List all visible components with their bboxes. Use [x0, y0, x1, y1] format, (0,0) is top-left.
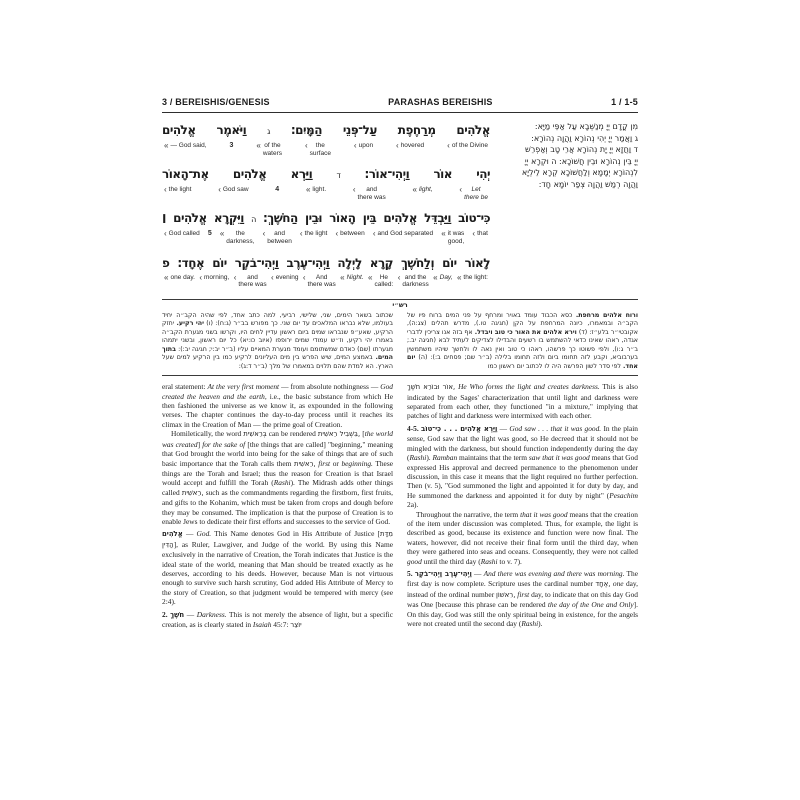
- chevron-marker-icon: ‹: [372, 229, 376, 239]
- interlinear-segment: [234, 274, 267, 289]
- chevron-marker-icon: ‹: [396, 141, 399, 150]
- text-run: לפי סדר לשון הפרשה היה לו לכתוב יום ראשון כמו: [487, 362, 623, 370]
- interlinear-segment: [303, 274, 336, 289]
- hebrew-text-4: [162, 254, 490, 273]
- text-run: באמצע המים, שיש הפרש בין מים העליונים לרקיע כמו בין הרקיע למים שעל הארץ. הא למדת שהם תלוים במאמרו של מלך (ב״ר ד:ג):: [162, 354, 393, 370]
- interlinear-segment: [340, 274, 363, 282]
- interlinear-segment: [263, 230, 292, 245]
- interlinear-segment: [441, 230, 464, 245]
- chevron-marker-icon: ‹: [352, 185, 356, 195]
- interlinear-gloss: it was good,: [447, 230, 465, 245]
- text-run: —: [471, 568, 484, 578]
- text-run: יְהִי אוֹר וַיְהִי־אוֹר:: [340, 167, 491, 182]
- targum-line: לִנְהוֹרָא יְמָמָא וְלַחֲשׁוֹכָא קְרָא לֵילְיָא: [521, 168, 638, 178]
- text-run: ).: [538, 619, 543, 628]
- text-run: good: [407, 556, 422, 566]
- interlinear-segment: [218, 186, 248, 194]
- interlinear-segment: [164, 230, 200, 238]
- text-run: one: [612, 579, 624, 589]
- interlinear-segment: [164, 186, 191, 194]
- text-run: רֵאשִׁית,: [181, 488, 204, 497]
- interlinear-segment: [300, 230, 327, 238]
- text-run: Rashi: [480, 556, 498, 566]
- chevron-marker-icon: ‹: [302, 272, 306, 282]
- text-run: Ramban: [432, 453, 458, 463]
- chapter-verse-ref: 1 / 1-5: [611, 97, 638, 107]
- chevron-marker-icon: «: [305, 185, 311, 195]
- text-run: וירא אלהים את האור כי טוב ויבדל.: [474, 328, 577, 336]
- interlinear-gloss: the light: [168, 186, 192, 194]
- interlinear-gloss: light.: [312, 186, 327, 194]
- text-run: such as the commandments regarding the firstborn, first fruits, and gifts to the Kohanim, which must be taken from crops and dough before they may be consumed. The implication is that the purpose of Creation is to enable Jews to dedicate their first efforts and successes to the service of God.: [162, 487, 393, 526]
- text-run: saw that it was good: [528, 453, 590, 463]
- text-run: ).: [426, 453, 433, 463]
- rashi-divider-rule: [162, 299, 638, 300]
- text-run: God.: [196, 529, 212, 539]
- text-run: [the things that are called] "beginning," meaning that God brought the world into being for the sake of things that are of such basic importance that the Torah calls them: [162, 439, 394, 468]
- chevron-marker-icon: ‹: [233, 272, 237, 282]
- text-run: to v. 7).: [497, 556, 522, 566]
- text-run: אֱלֹהִים: [162, 530, 183, 539]
- interlinear-gloss: and there was: [357, 186, 386, 201]
- verse-line-3: [162, 209, 490, 245]
- targum-line: ד וַחֲזָא יְיָ יָת נְהוֹרָא אֲרֵי טָב וְאַפְרֵשׁ: [525, 145, 638, 155]
- commentary-column-left: [162, 382, 393, 630]
- text-run: ). The Midrash adds other things called: [162, 478, 394, 497]
- interlinear-segment: [447, 142, 488, 150]
- interlinear-segment: [373, 230, 433, 238]
- chevron-marker-icon: «: [456, 272, 462, 282]
- interlinear-segment: [412, 186, 432, 194]
- interlinear-segment: [306, 186, 326, 194]
- chevron-marker-icon: ‹: [397, 272, 401, 282]
- text-run: —: [184, 609, 197, 619]
- chevron-marker-icon: ‹: [335, 229, 339, 239]
- hebrew-text-3: [162, 209, 490, 229]
- interlinear-gloss: Day,: [439, 273, 453, 281]
- interlinear-gloss: the surface: [309, 142, 331, 157]
- interlinear-segment: [271, 274, 298, 282]
- text-run: כסא הכבוד עומד באויר ומרחף על פני המים ברוח פיו של הקב״ה ובמאמרו, כיונה המרחפת על הקן (חגיגה טו.), מדרש תהלים (צג:ה), אקובטי״ר בלע״ז: (ד): [407, 311, 638, 336]
- chevron-marker-icon: ‹: [164, 185, 167, 195]
- interlinear-segment: [199, 274, 229, 282]
- text-run: means that God expressed His approval and decreed permanence to the phenomenon under discussion, in this case it means that the light required no further perfection. Then (v. 5), "God summoned the light and appointed it for duty by day, and He summoned the darkness and appointed it for duty by night" (: [407, 453, 639, 500]
- text-run: These things are the Torah and Israel; thus the reason for Creation is that Israel would accept and fulfill the Torah (: [162, 458, 393, 488]
- interlinear-gloss: God saw: [222, 186, 249, 194]
- chevron-marker-icon: ‹: [304, 141, 308, 150]
- text-run: יום אחד.: [407, 354, 638, 370]
- text-run: first: [318, 458, 331, 468]
- text-run: Darkness.: [196, 609, 227, 619]
- targum-line: מִן קֳדָם יְיָ מְנַשְּׁבָא עַל אַפֵּי מַיָּא:: [534, 122, 638, 131]
- verse-line-4: [162, 254, 490, 289]
- text-run: means that the creation of the item under discussion was completed. Thus, for example, the light is described as good, because its existence and function were now final. The waters, however, did not receive their final form until the third day, when they were gathered into seas and oceans. Consequently, they were not called: [407, 509, 638, 557]
- text-run: ]: [197, 439, 203, 449]
- chevron-marker-icon: ‹: [271, 272, 274, 282]
- interlinear-segment: [398, 274, 429, 289]
- text-run: that it was good: [520, 509, 568, 519]
- commentary-divider-rule: [162, 375, 638, 376]
- text-run: כִּי־טוֹב וַיַּבְדֵּל אֱלֹהִים בֵּין הָאוֹר וּבֵין הַחֹשֶׁךְ:: [255, 211, 491, 226]
- text-run: Pesachim: [609, 490, 638, 500]
- text-run: The first day is now complete. Scripture uses the cardinal number: [407, 568, 638, 589]
- verse-section: [162, 121, 638, 297]
- interlinear-gloss: — God said,: [170, 142, 207, 149]
- text-run: And there was evening and there was morning.: [483, 568, 625, 578]
- interlinear-segment: [164, 274, 195, 282]
- text-run: אֱלֹהִים מְרַחֶפֶת עַל־פְּנֵי הַמָּיִם:: [269, 123, 491, 137]
- chevron-marker-icon: «: [412, 185, 417, 195]
- text-run: לָאוֹר יוֹם וְלַחֹשֶׁךְ קָרָא לָיְלָה וַיְהִי־עֶרֶב וַיְהִי־בֹקֶר יוֹם אֶחָד: פ: [162, 255, 490, 270]
- text-run: 2.: [162, 609, 171, 619]
- chevron-marker-icon: ‹: [353, 141, 357, 150]
- interlinear-gloss: evening: [275, 273, 299, 281]
- text-run: ]. On this day, God was still the only spiritual being in existence, for the angels were not created until the second day (: [407, 600, 638, 628]
- text-run: —: [497, 423, 510, 433]
- interlinear-gloss: the light:: [463, 273, 488, 281]
- text-run: וַיֹּאמֶר אֱלֹהִים: [162, 123, 268, 137]
- chevron-marker-icon: «: [441, 229, 446, 239]
- text-run: רִאשׁוֹן,: [496, 590, 516, 599]
- interlinear-gloss: of the Divine: [451, 142, 488, 149]
- text-run: וַיִּקְרָא אֱלֹהִים ׀: [162, 211, 252, 226]
- text-run: 2a).: [407, 500, 419, 510]
- text-run: ה: [251, 215, 256, 225]
- interlinear-gloss: one day.: [170, 273, 195, 281]
- chevron-marker-icon: «: [368, 272, 373, 282]
- text-run: חֹשֶׁךְ: [170, 610, 185, 619]
- targum-line: ג וַאֲמַר יְיָ יְהִי נְהוֹרָא וַהֲוָה נְהוֹרָא:: [531, 133, 638, 143]
- text-run: בִּשְׁבִיל רֵאשִׁית,: [317, 430, 361, 439]
- interlinear-gloss: between: [340, 230, 365, 238]
- text-run: אֶחָד,: [595, 580, 611, 589]
- text-run: God saw . . . that it was good.: [509, 423, 602, 433]
- text-run: the day of the One and Only: [547, 600, 634, 610]
- text-run: eral statement:: [162, 382, 208, 392]
- rashi-commentary: [162, 312, 638, 372]
- chevron-marker-icon: «: [256, 141, 261, 150]
- chevron-marker-icon: ‹: [447, 141, 450, 150]
- text-run: Rashi: [521, 619, 539, 628]
- verse-line-2: [162, 165, 490, 201]
- text-run: This Name denotes God in His Attribute of Justice [: [211, 529, 381, 539]
- interlinear-row-4: [162, 273, 490, 289]
- interlinear-gloss: and the darkness: [402, 273, 429, 289]
- interlinear-gloss: Night.: [346, 273, 364, 281]
- commentary-paragraph: [407, 382, 638, 421]
- text-run: ג: [267, 127, 270, 136]
- hebrew-text-2: [162, 165, 490, 185]
- interlinear-segment: [396, 142, 424, 150]
- interlinear-segment: [368, 274, 393, 289]
- text-run: maintains that the term: [457, 453, 529, 463]
- chevron-marker-icon: ‹: [299, 229, 303, 239]
- text-run: Homiletically, the word: [171, 429, 244, 439]
- interlinear-gloss: the darkness,: [226, 230, 255, 245]
- text-run: — from absolute nothingness —: [279, 382, 381, 392]
- rashi-column-right: [407, 312, 638, 372]
- rashi-column-left: [162, 312, 393, 372]
- commentary-paragraph: [162, 382, 393, 429]
- text-run: or: [330, 458, 342, 468]
- chevron-marker-icon: «: [340, 272, 345, 282]
- interlinear-segment: [457, 274, 488, 282]
- page-content: [162, 96, 638, 630]
- text-run: until the third day (: [421, 556, 481, 566]
- chevron-marker-icon: ‹: [459, 185, 463, 195]
- interlinear-gloss: and between: [267, 230, 292, 245]
- interlinear-segment: [335, 230, 364, 238]
- interlinear-segment: [354, 142, 373, 150]
- interlinear-gloss: and there was: [238, 273, 267, 289]
- page-header: [162, 96, 638, 113]
- interlinear-gloss: And there was: [307, 273, 336, 289]
- english-commentary: [162, 382, 638, 630]
- chevron-marker-icon: ‹: [218, 185, 221, 195]
- text-run: יחזק הרקיע, שאע״פ שנבראו שמים ביום ראשון עדיין לחים היו, וקרשו בשני מגערת הקב״ה באמרו יהי רקיע, וז״ש עמודי שמים ירופפו (איוב כו:יא) כל יום ראשון, ובשני יתמהו מגערתו (שם) כאדם שמשתומם ועומד מגערת המאיים עליו (ב״ר יב:י; חגיגה יב:):: [162, 320, 393, 353]
- text-run: ורוח אלהים מרחפת.: [575, 311, 639, 319]
- text-run: can be rendered: [266, 429, 318, 439]
- commentary-paragraph: [407, 510, 638, 566]
- text-run: וַיְהִי־עֶרֶב וַיְהִי־בֹקֶר: [414, 569, 472, 578]
- commentary-paragraph: [407, 569, 638, 628]
- text-run: This is also indicated by the Sages' characterization that until light and darkness were separated from each other, they functioned "in a mixture," implying that patches of light and darkness were intermixed with each other.: [407, 382, 638, 421]
- interlinear-segment: [472, 230, 488, 238]
- verse-number: 3: [229, 142, 234, 149]
- text-run: שכתוב בשאר הימים, שני, שלישי, רביעי, למה כתב אחד, לפי שהיה הקב״ה יחיד בעולמו, שלא נבראו המלאכים עד יום שני. כך מפורש בב״ר (ג:ח): (ו): [162, 311, 393, 328]
- verse-number: 4: [275, 186, 280, 194]
- text-run: ], as Ruler, Lawgiver, and Judge of the world. By using this Name exclusively in the narrative of Creation, the Torah indicates that Justice is the ideal state of the world, meaning that Man should be treated exactly as he deserves, according to his deeds. However, because Man is not virtuous enough to survive such harsh scrutiny, God added His Attribute of Mercy to the story of Creation, so that judgment would be tempered with mercy (see 2:4).: [162, 539, 393, 607]
- chevron-marker-icon: «: [433, 272, 438, 282]
- interlinear-verses: [162, 121, 490, 297]
- text-run: Rashi: [409, 453, 427, 463]
- text-run: Rashi: [273, 478, 291, 488]
- chevron-marker-icon: «: [164, 141, 169, 150]
- text-run: He Who forms the light and creates darkness.: [458, 382, 600, 392]
- interlinear-segment: [433, 274, 452, 282]
- interlinear-gloss: He called:: [374, 273, 394, 289]
- text-run: יוֹצֵר: [290, 621, 302, 629]
- text-run: בתוך המים.: [162, 345, 393, 362]
- interlinear-gloss: God called: [168, 230, 200, 238]
- text-run: [: [360, 429, 365, 439]
- interlinear-row-1: [162, 141, 490, 157]
- targum-line: יְיָ בֵּין נְהוֹרָא וּבֵין חֲשׁוֹכָא: ה וּקְרָא יְיָ: [524, 156, 638, 166]
- chevron-marker-icon: «: [164, 272, 169, 282]
- chevron-marker-icon: ‹: [472, 229, 476, 239]
- text-run: 5.: [407, 568, 415, 578]
- chevron-marker-icon: ‹: [262, 229, 266, 239]
- commentary-paragraph: [162, 610, 393, 631]
- commentary-paragraph: [162, 529, 393, 606]
- interlinear-gloss: of the waters: [262, 142, 283, 157]
- interlinear-segment: [305, 142, 331, 157]
- page-number-left: 3 / BEREISHIS/GENESIS: [162, 97, 270, 107]
- targum-line: וַהֲוָה רְמַשׁ וַהֲוָה צְפַר יוֹמָא חָד:: [538, 179, 638, 189]
- interlinear-gloss: and God separated: [377, 230, 434, 238]
- text-run: רֵאשִׁית,: [293, 459, 316, 468]
- text-run: וַיַּרְא אֱלֹהִים אֶת־הָאוֹר: [162, 167, 337, 182]
- text-run: 45:7:: [271, 620, 291, 629]
- text-run: day, to indicate that on this day God was One [because this phrase can be rendered: [407, 589, 638, 610]
- parashah-title: PARASHAS BEREISHIS: [388, 97, 493, 107]
- verse-number: 5: [207, 230, 212, 238]
- commentary-paragraph: [162, 429, 393, 526]
- text-run: God created the heaven and the earth,: [162, 382, 393, 401]
- text-run: beginning.: [341, 458, 373, 468]
- interlinear-gloss: Let there be: [464, 186, 488, 201]
- text-run: In the plain sense, God saw that the light was good, so He decreed that it should not be mingled with the darkness, but should function independently during the day (: [407, 423, 638, 463]
- text-run: first: [517, 589, 530, 599]
- interlinear-gloss: upon: [358, 142, 374, 149]
- rashi-heading: רש״י: [392, 300, 408, 309]
- interlinear-gloss: that: [477, 230, 488, 238]
- interlinear-gloss: hovered: [400, 142, 425, 149]
- interlinear-segment: [164, 142, 207, 150]
- text-run: This is not merely the absence of light, but a specific creation, as is clearly stated in: [162, 609, 394, 629]
- interlinear-segment: [353, 186, 386, 201]
- text-run: אוֹר וּבוֹרֵא חֹשֶׁךְ,: [407, 383, 456, 392]
- text-run: וַיַּרְא אֱלֹהִים . . . כִּי־טוֹב: [421, 424, 498, 433]
- hebrew-text-1: [162, 121, 490, 141]
- text-run: At the very first moment: [207, 382, 280, 392]
- text-run: day, instead of the ordinal number: [407, 579, 638, 599]
- commentary-paragraph: [407, 424, 638, 510]
- interlinear-row-3: [162, 229, 490, 245]
- commentary-column-right: [407, 382, 638, 630]
- interlinear-gloss: morning,: [204, 273, 230, 281]
- text-run: Isaiah: [252, 620, 272, 629]
- text-run: ד: [336, 171, 341, 181]
- interlinear-gloss: light,: [418, 186, 433, 194]
- interlinear-segment: [256, 142, 282, 157]
- interlinear-segment: [220, 230, 255, 245]
- chevron-marker-icon: ‹: [199, 272, 203, 282]
- text-run: יהי רקיע.: [176, 320, 204, 328]
- chevron-marker-icon: «: [219, 229, 225, 239]
- chevron-marker-icon: ‹: [164, 229, 167, 239]
- text-run: the world was created: [162, 429, 393, 449]
- text-run: מִדַּת הַדִּין: [162, 530, 393, 549]
- interlinear-segment: [459, 186, 488, 201]
- text-run: אף בזה אנו צריכין לדברי אגדה, ראהו שאינו כדאי להשתמש בו רשעים והבדילו לצדיקים לעתיד לבא (חגיגה יב.; ב״ר ג:ו), ולפי פשוטו כך פרשהו, ראהו כי טוב ואין נאה לו ולחשך שיהיו משתמשין בערבוביא, וקבע לזה תחומו ביום ולזה תחומו בלילה (ב״ר שם; פסחים ב:): (ה): [407, 328, 638, 362]
- text-run: 4-5.: [407, 423, 421, 433]
- onkelos-targum-column: [499, 121, 638, 297]
- text-run: —: [182, 529, 197, 539]
- interlinear-row-2: [162, 185, 490, 201]
- verse-line-1: [162, 121, 490, 157]
- interlinear-gloss: the light: [304, 230, 328, 238]
- text-run: for the sake of: [202, 439, 246, 449]
- text-run: Throughout the narrative, the term: [416, 509, 521, 519]
- text-run: בְּרֵאשִׁית: [243, 430, 267, 439]
- text-run: i.e., the basic substance from which He then fashioned the universe as we know it, as expounded in the following verses. The chapter continues the day-to-day process until it reaches its climax in the Creation of Man — the prime goal of Creation.: [162, 391, 393, 429]
